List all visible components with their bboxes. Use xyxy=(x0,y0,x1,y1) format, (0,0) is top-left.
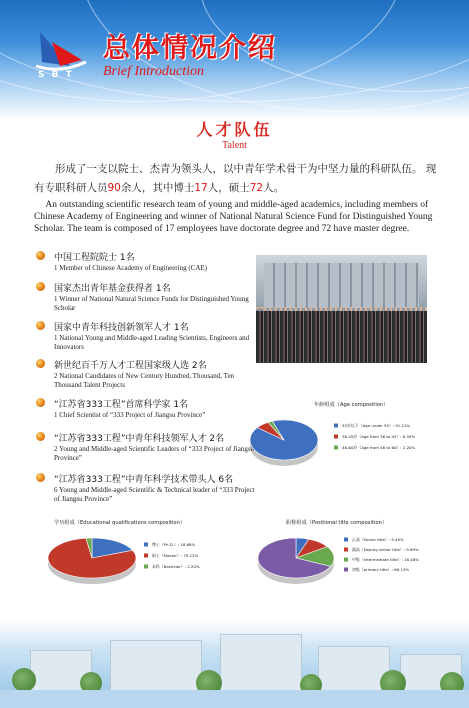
legend-swatch xyxy=(144,543,148,547)
section-title: 人才队伍 xyxy=(196,120,273,139)
legend-label: 初级（primary title）: 68.13% xyxy=(352,567,410,572)
bullet-icon xyxy=(36,432,45,441)
bullet-icon xyxy=(36,359,45,368)
bullet-icon xyxy=(36,321,45,330)
legend-swatch xyxy=(144,565,148,569)
logo-text: S B T xyxy=(38,70,74,80)
title-composition-chart xyxy=(256,516,462,586)
legend-label: 本科（Bachelor）: 2.20% xyxy=(152,564,200,569)
legend-swatch xyxy=(334,446,338,450)
bullet-icon xyxy=(36,398,45,407)
legend-label: 硕士（Master）: 79.12% xyxy=(152,553,199,558)
intro-chinese: 形成了一支以院士、杰青为领头人，以中青年学术骨干为中坚力量的科研队伍。 现有专职科研人员90余人，其中博士17人，硕士72人。 xyxy=(34,163,437,194)
chart-title: 学历组成（Educational qualifications composition） xyxy=(54,520,186,526)
legend-label: 副高（Deputy senior title）: 9.89% xyxy=(352,547,419,552)
bullet-icon xyxy=(36,282,45,291)
education-composition-chart xyxy=(46,516,246,586)
legend-label: 36-45岁（Age from 36 to 45）: 6.59% xyxy=(342,434,416,439)
legend-swatch xyxy=(344,558,348,562)
bullet-icon xyxy=(36,251,45,260)
age-composition-chart xyxy=(248,398,460,468)
page-title: 总体情况介绍 xyxy=(103,33,277,64)
legend-swatch xyxy=(334,424,338,428)
legend-label: 中级（Intermediate title）: 16.48% xyxy=(352,557,419,562)
legend-label: 正高（Senior title）: 5.49% xyxy=(352,537,404,542)
section-subtitle: Talent xyxy=(222,140,247,151)
legend-swatch xyxy=(334,435,338,439)
legend-label: 35岁以下（Age under 35）: 91.21% xyxy=(342,423,411,428)
legend-label: 博士（Ph.D.）: 18.68% xyxy=(152,542,196,547)
legend-swatch xyxy=(344,548,348,552)
legend-label: 46-60岁（Age from 46 to 60）: 2.20% xyxy=(342,445,416,450)
team-photo xyxy=(256,255,427,363)
campus-footer xyxy=(0,620,469,708)
bullet-icon xyxy=(36,473,45,482)
legend-swatch xyxy=(344,568,348,572)
chart-title: 年龄组成（Age composition） xyxy=(314,402,389,408)
intro-english: An outstanding scientific research team of young and middle-aged academics, including members of Chinese Academy of Engineering and winner of National Natural Science Fund for Distinguished Young Scholar. The team is composed of 17 employees have doctorate degree and 72 have master degree. xyxy=(34,200,433,234)
chart-title: 职称组成（Positional title composition） xyxy=(286,520,388,526)
legend-swatch xyxy=(144,554,148,558)
page-subtitle: Brief Introduction xyxy=(103,64,204,79)
legend-swatch xyxy=(344,538,348,542)
